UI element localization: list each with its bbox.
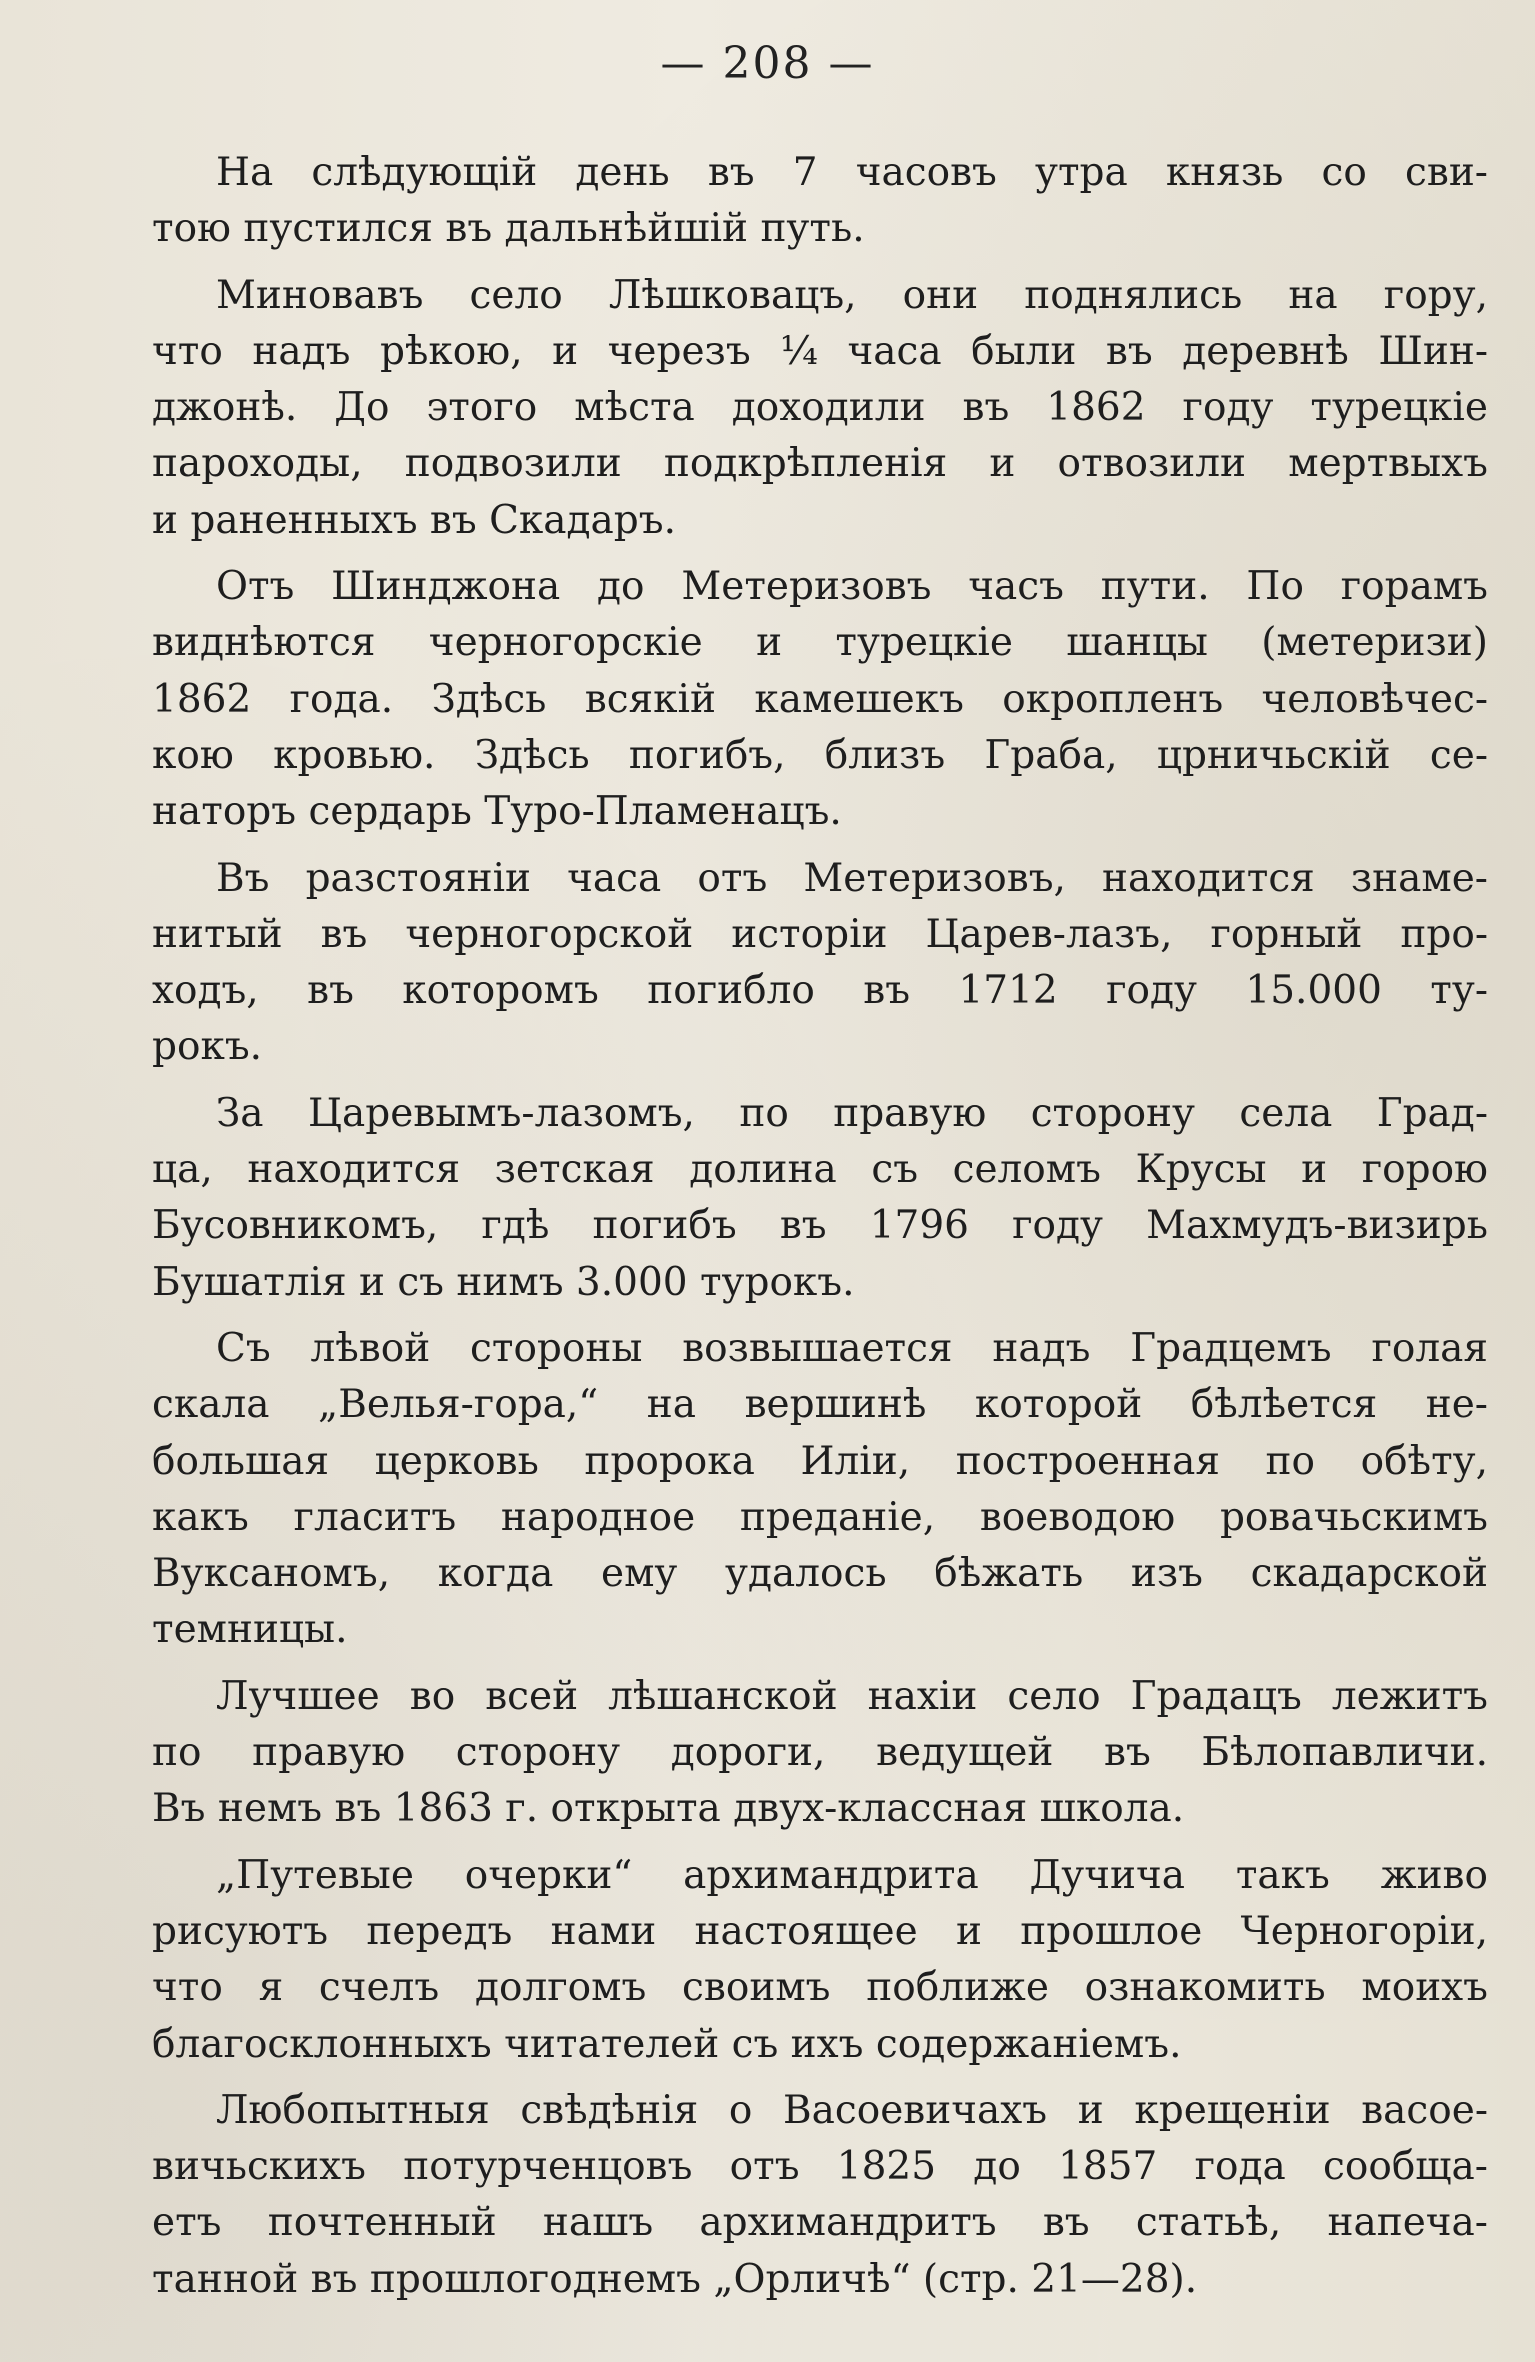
text-line: Бушатлія и съ нимъ 3.000 турокъ. (152, 1259, 855, 1305)
text-line: Въ разстояніи часа отъ Метеризовъ, находится знаме- (216, 855, 1488, 901)
text-line: Любопытныя свѣдѣнія о Васоевичахъ и крещеніи васое- (216, 2087, 1488, 2133)
text-line: какъ гласитъ народное преданіе, воеводою ровачьскимъ (152, 1494, 1488, 1540)
text-line: темницы. (152, 1607, 348, 1653)
text-line: ходъ, въ которомъ погибло въ 1712 году 15.000 ту- (152, 968, 1488, 1014)
text-line: вичьскихъ потурченцовъ отъ 1825 до 1857 года сообща- (152, 2144, 1488, 2190)
text-line: тою пустился въ дальнѣйшій путь. (152, 206, 865, 252)
text-line: нитый въ черногорской исторіи Царев-лазъ, горный про- (152, 911, 1488, 957)
text-line: За Царевымъ-лазомъ, по правую сторону села Град- (216, 1090, 1488, 1136)
text-line: танной въ прошлогоднемъ „Орличѣ“ (стр. 21—28). (152, 2256, 1198, 2302)
text-line: рисуютъ передъ нами настоящее и прошлое Черногоріи, (152, 1908, 1488, 1954)
paragraph-2 (152, 268, 1488, 549)
text-line: „Путевые очерки“ архимандрита Дучича такъ живо (216, 1852, 1488, 1898)
page-number: — 208 — (660, 38, 875, 89)
text-line: Отъ Шинджона до Метеризовъ часъ пути. По горамъ (216, 564, 1488, 610)
text-line: Въ немъ въ 1863 г. открыта двух-классная школа. (152, 1786, 1185, 1832)
text-line: большая церковь пророка Иліи, построенная по обѣту, (152, 1438, 1488, 1484)
text-line: что надъ рѣкою, и черезъ ¼ часа были въ деревнѣ Шин- (152, 328, 1488, 374)
text-line: виднѣются черногорскіе и турецкіе шанцы (метеризи) (152, 620, 1488, 666)
text-line: Бусовникомъ, гдѣ погибъ въ 1796 году Махмудъ-визирь (152, 1203, 1488, 1249)
text-line: кою кровью. Здѣсь погибъ, близъ Граба, црничьскій се- (152, 732, 1488, 778)
text-line: джонѣ. До этого мѣста доходили въ 1862 году турецкіе (152, 385, 1488, 431)
paragraph-1 (152, 145, 1488, 258)
text-line: ца, находится зетская долина съ селомъ Крусы и горою (152, 1147, 1488, 1193)
text-line: пароходы, подвозили подкрѣпленія и отвозили мертвыхъ (152, 441, 1488, 487)
text-line: етъ почтенный нашъ архимандритъ въ статьѣ, напеча- (152, 2200, 1488, 2246)
paragraph-7 (152, 1669, 1488, 1838)
text-line: благосклонныхъ читателей съ ихъ содержаніемъ. (152, 2021, 1182, 2067)
page-body (152, 145, 1488, 2318)
paragraph-9 (152, 2083, 1488, 2308)
text-line: 1862 года. Здѣсь всякій камешекъ окропленъ человѣчес- (152, 676, 1488, 722)
text-line: Лучшее во всей лѣшанской нахіи село Градацъ лежитъ (216, 1673, 1488, 1719)
text-line: Вуксаномъ, когда ему удалось бѣжать изъ скадарской (152, 1551, 1488, 1597)
text-line: рокъ. (152, 1024, 263, 1070)
paragraph-3 (152, 559, 1488, 840)
text-line: Съ лѣвой стороны возвышается надъ Градцемъ голая (216, 1325, 1488, 1371)
paragraph-6 (152, 1321, 1488, 1659)
text-line: На слѣдующій день въ 7 часовъ утра князь со сви- (216, 150, 1488, 195)
paragraph-4 (152, 851, 1488, 1076)
paragraph-5 (152, 1086, 1488, 1311)
paragraph-8 (152, 1848, 1488, 2073)
text-line: Миновавъ село Лѣшковацъ, они поднялись на гору, (216, 272, 1488, 318)
text-line: и раненныхъ въ Скадаръ. (152, 497, 676, 543)
text-line: что я счелъ долгомъ своимъ поближе ознакомить моихъ (152, 1965, 1488, 2011)
text-line: наторъ сердарь Туро-Пламенацъ. (152, 789, 842, 835)
text-line: скала „Велья-гора,“ на вершинѣ которой бѣлѣется не- (152, 1382, 1488, 1428)
text-line: по правую сторону дороги, ведущей въ Бѣлопавличи. (152, 1730, 1488, 1776)
